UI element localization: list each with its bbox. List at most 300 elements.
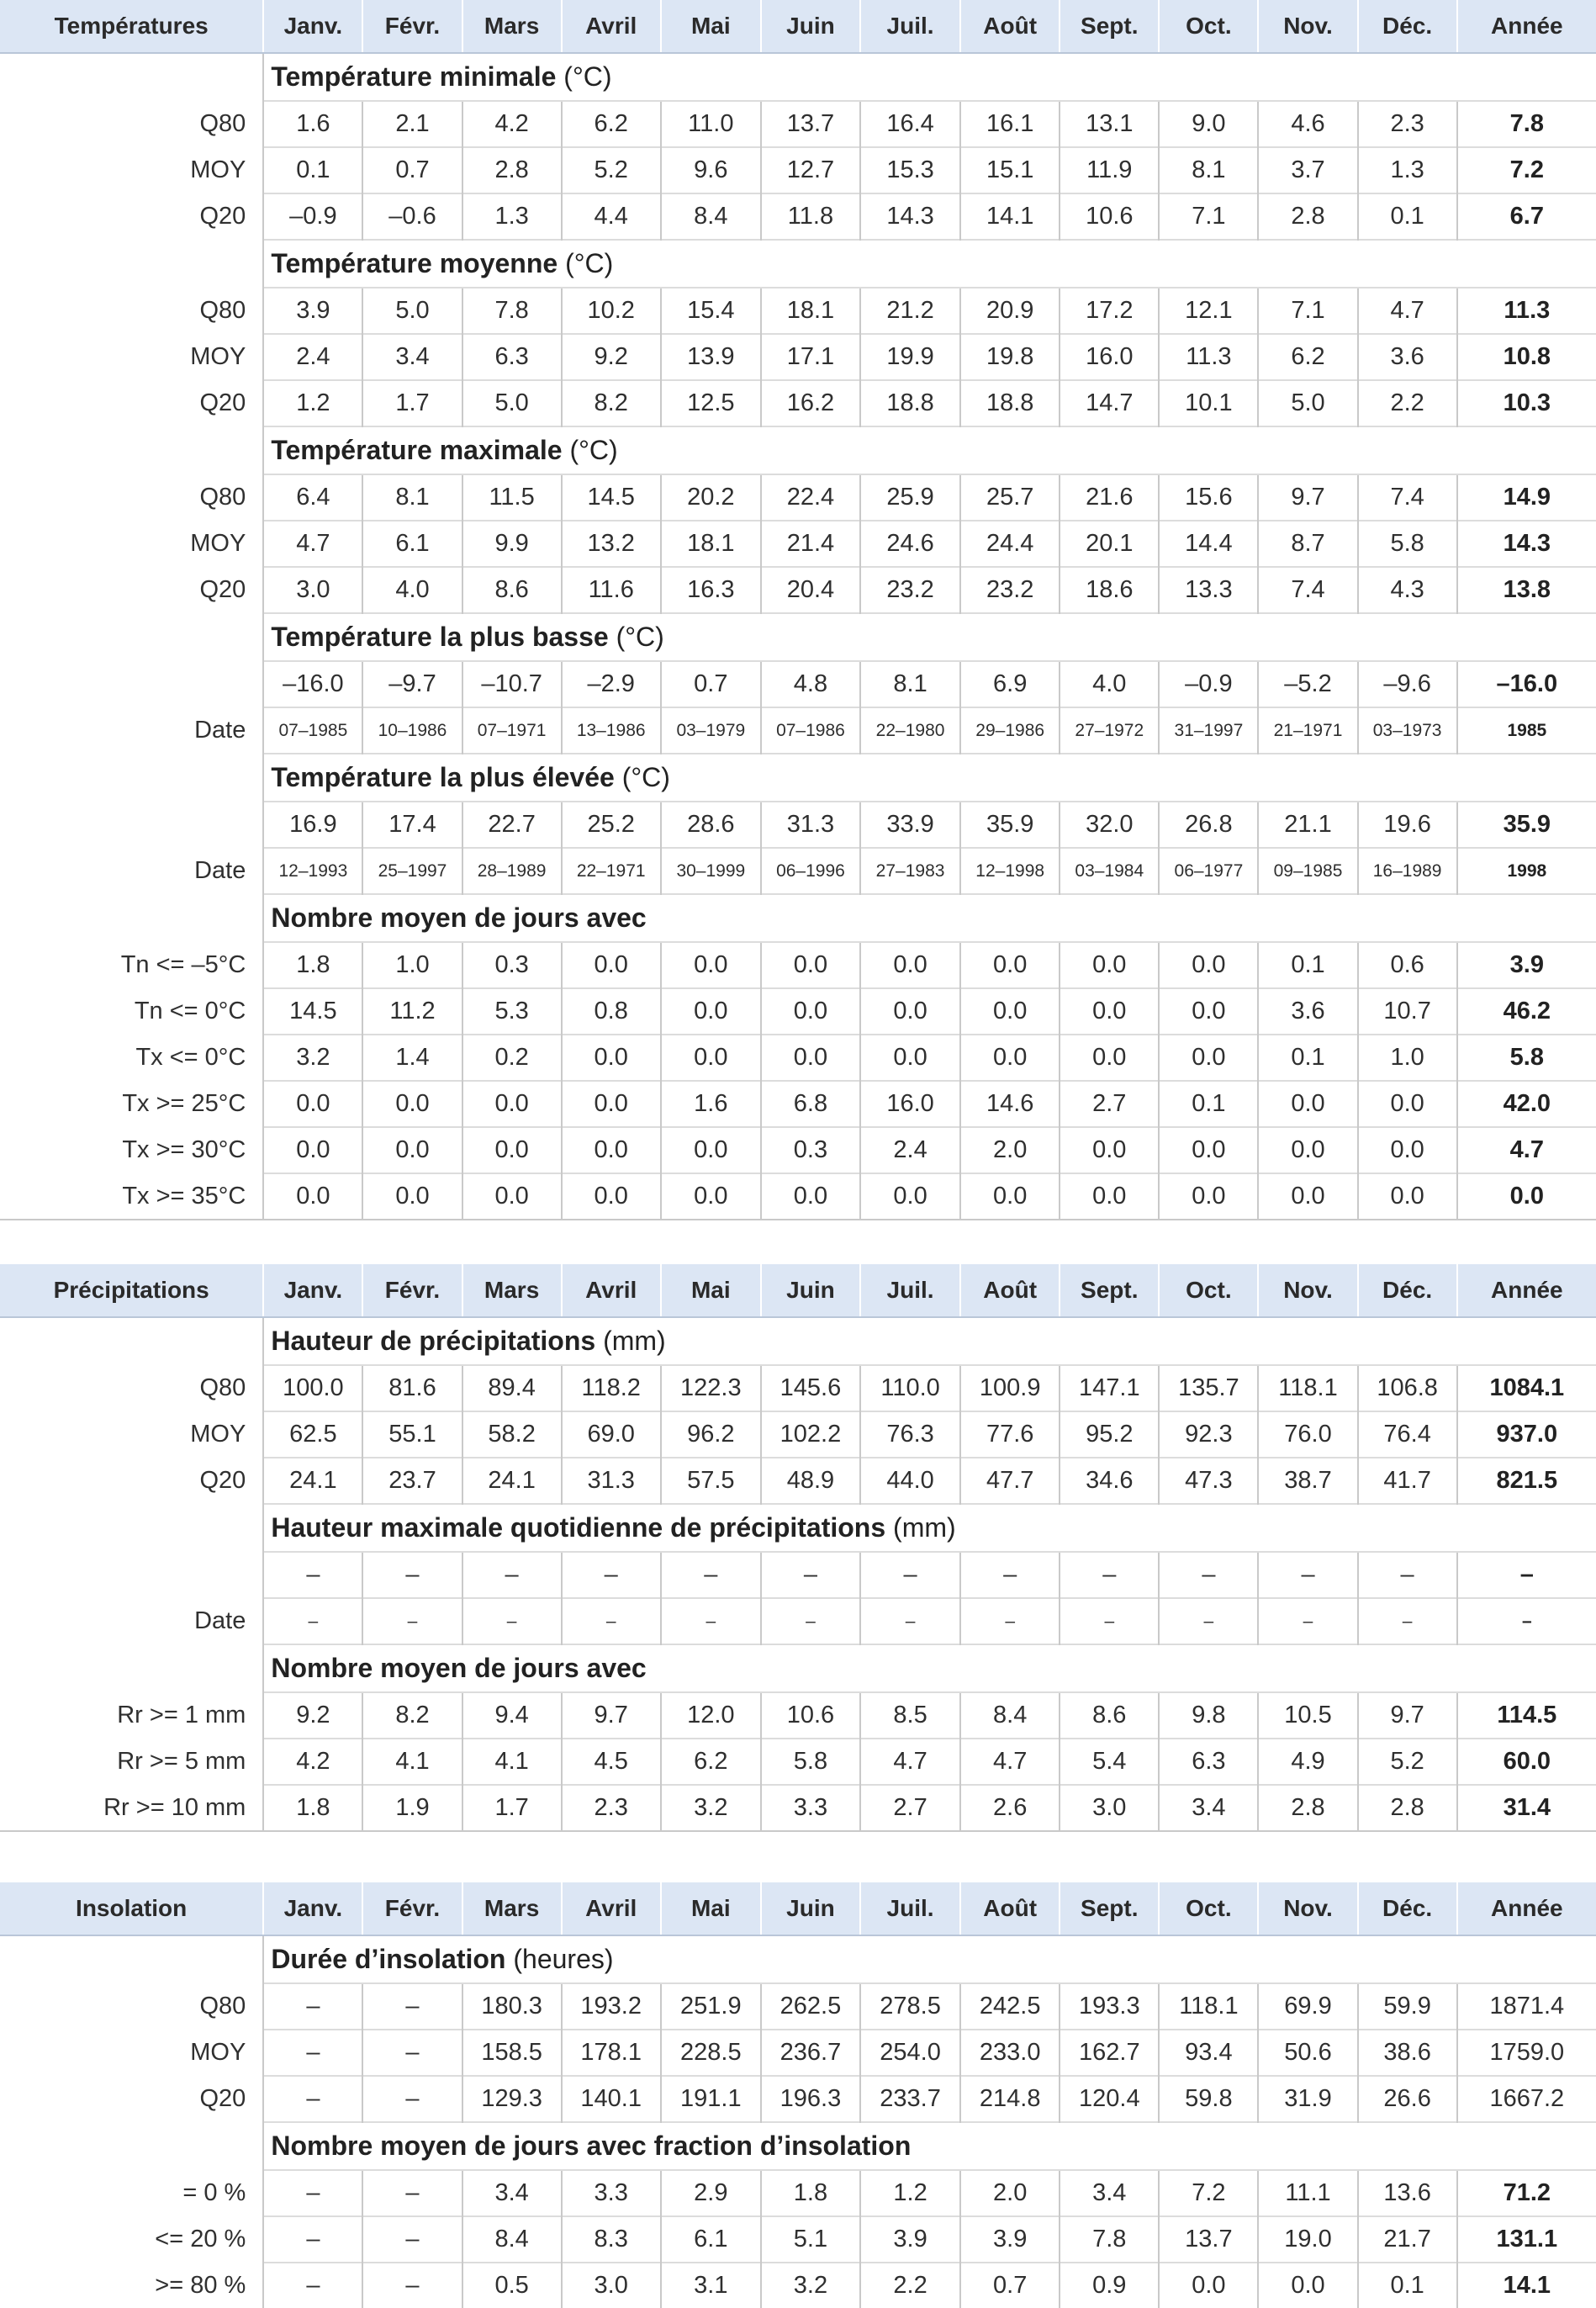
section-row — [0, 2122, 1596, 2170]
row-label: Q20 — [199, 1467, 246, 1494]
value-cell: 5.0 — [362, 288, 462, 334]
value-cell: – — [1060, 1552, 1159, 1598]
value-cell: 196.3 — [761, 2076, 860, 2122]
value-cell: – — [1258, 1552, 1357, 1598]
annual-value-cell: 10.3 — [1457, 380, 1596, 426]
annual-value-cell: 821.5 — [1457, 1458, 1596, 1504]
value-cell: – — [462, 1552, 562, 1598]
value-cell: 191.1 — [661, 2076, 761, 2122]
row-label: MOY — [190, 156, 246, 183]
column-header: Déc. — [1358, 1882, 1457, 1935]
table-bottom-rule — [0, 1830, 1596, 1832]
annual-value-cell: 14.1 — [1457, 2263, 1596, 2308]
value-cell: 6.1 — [362, 521, 462, 567]
annual-value-cell: 42.0 — [1457, 1081, 1596, 1127]
column-header: Févr. — [362, 0, 462, 53]
table-row — [0, 988, 1596, 1035]
row-label: Tx >= 30°C — [122, 1136, 246, 1163]
value-cell: 1.0 — [1358, 1035, 1457, 1081]
value-cell: 228.5 — [661, 2030, 761, 2076]
row-label: MOY — [190, 2039, 246, 2066]
value-cell: 0.1 — [1358, 2263, 1457, 2308]
section-spacer — [0, 754, 263, 802]
value-cell: 0.2 — [462, 1035, 562, 1081]
value-cell: 254.0 — [860, 2030, 960, 2076]
value-cell: 11.3 — [1159, 334, 1258, 380]
value-cell: 0.0 — [860, 1173, 960, 1219]
value-cell: 0.0 — [761, 942, 860, 988]
value-cell: 0.0 — [1159, 988, 1258, 1035]
row-label: Rr >= 1 mm — [117, 1702, 246, 1728]
column-header: Mai — [661, 1264, 761, 1317]
value-cell: 25.9 — [860, 474, 960, 521]
value-cell: 4.7 — [1358, 288, 1457, 334]
value-cell: 5.8 — [1358, 521, 1457, 567]
value-cell: 13.7 — [761, 101, 860, 147]
value-cell: 0.0 — [1159, 942, 1258, 988]
table-title: Insolation — [0, 1882, 263, 1935]
annual-value-cell: – — [1457, 1552, 1596, 1598]
section-title — [263, 754, 1596, 802]
row-label: Tx <= 0°C — [135, 1044, 246, 1071]
table-row — [0, 1739, 1596, 1785]
value-cell: 3.0 — [562, 2263, 661, 2308]
value-cell: 35.9 — [960, 802, 1060, 848]
value-cell: 0.1 — [263, 147, 362, 193]
value-cell: 242.5 — [960, 1983, 1060, 2030]
value-cell: 11.1 — [1258, 2170, 1357, 2216]
value-cell: 14.6 — [960, 1081, 1060, 1127]
value-cell: 2.4 — [263, 334, 362, 380]
table-title: Températures — [0, 0, 263, 53]
column-header: Oct. — [1159, 0, 1258, 53]
section-title — [263, 426, 1596, 474]
value-cell: 6.8 — [761, 1081, 860, 1127]
value-cell: 0.0 — [761, 988, 860, 1035]
value-cell: 13.9 — [661, 334, 761, 380]
annual-value-cell: – — [1457, 1598, 1596, 1644]
value-cell: 69.0 — [562, 1411, 661, 1458]
value-cell: 13.6 — [1358, 2170, 1457, 2216]
value-cell: 100.9 — [960, 1365, 1060, 1411]
value-cell: 0.1 — [1258, 1035, 1357, 1081]
annual-value-cell: 14.9 — [1457, 474, 1596, 521]
value-cell: 0.0 — [1159, 1035, 1258, 1081]
table-header-row — [0, 0, 1596, 53]
value-cell: 14.4 — [1159, 521, 1258, 567]
value-cell: 12.0 — [661, 1692, 761, 1739]
value-cell: 26.6 — [1358, 2076, 1457, 2122]
value-cell: 5.0 — [1258, 380, 1357, 426]
annual-value-cell: 46.2 — [1457, 988, 1596, 1035]
value-cell: 1.3 — [1358, 147, 1457, 193]
value-cell: 28.6 — [661, 802, 761, 848]
section-title-text: Température la plus élevée — [271, 762, 615, 792]
value-cell: – — [362, 1552, 462, 1598]
table-row — [0, 288, 1596, 334]
value-cell: 7.1 — [1258, 288, 1357, 334]
column-header: Juil. — [860, 1882, 960, 1935]
column-header: Sept. — [1060, 1264, 1159, 1317]
column-header: Janv. — [263, 0, 362, 53]
table-row — [0, 2170, 1596, 2216]
value-cell: 7.4 — [1358, 474, 1457, 521]
value-cell: 14.5 — [263, 988, 362, 1035]
value-cell: 8.1 — [1159, 147, 1258, 193]
section-row — [0, 1935, 1596, 1983]
value-cell: 18.8 — [960, 380, 1060, 426]
value-cell: 0.0 — [462, 1173, 562, 1219]
table-row — [0, 147, 1596, 193]
value-cell: 21.4 — [761, 521, 860, 567]
section-title — [263, 1935, 1596, 1983]
value-cell: 0.0 — [1258, 1173, 1357, 1219]
section-unit: (heures) — [513, 1944, 614, 1974]
value-cell: 20.2 — [661, 474, 761, 521]
value-cell: 6.9 — [960, 661, 1060, 707]
annual-value-cell: 71.2 — [1457, 2170, 1596, 2216]
row-label: Q80 — [199, 110, 246, 137]
section-spacer — [0, 613, 263, 661]
section-spacer — [0, 2122, 263, 2170]
value-cell: 06–1977 — [1159, 848, 1258, 894]
value-cell: 2.0 — [960, 1127, 1060, 1173]
value-cell: –9.7 — [362, 661, 462, 707]
value-cell: 0.0 — [860, 1035, 960, 1081]
value-cell: 92.3 — [1159, 1411, 1258, 1458]
value-cell: 19.0 — [1258, 2216, 1357, 2263]
section-row — [0, 1317, 1596, 1365]
value-cell: 2.2 — [860, 2263, 960, 2308]
value-cell: 59.9 — [1358, 1983, 1457, 2030]
value-cell: 0.9 — [1060, 2263, 1159, 2308]
value-cell: 32.0 — [1060, 802, 1159, 848]
value-cell: 9.7 — [1258, 474, 1357, 521]
section-title — [263, 1644, 1596, 1692]
value-cell: 0.0 — [661, 1035, 761, 1081]
table-row — [0, 101, 1596, 147]
table-row — [0, 2216, 1596, 2263]
value-cell: 11.8 — [761, 193, 860, 240]
value-cell: 31.3 — [562, 1458, 661, 1504]
value-cell: 16.3 — [661, 567, 761, 613]
value-cell: 18.1 — [761, 288, 860, 334]
value-cell: 62.5 — [263, 1411, 362, 1458]
value-cell: 2.8 — [462, 147, 562, 193]
table-row — [0, 707, 1596, 754]
value-cell: 0.0 — [1060, 1173, 1159, 1219]
row-label: Rr >= 5 mm — [117, 1748, 246, 1775]
section-unit: (°C) — [569, 435, 618, 465]
column-header: Août — [960, 1264, 1060, 1317]
row-label: Date — [194, 717, 246, 744]
table-row — [0, 474, 1596, 521]
section-spacer — [0, 894, 263, 942]
value-cell: 6.2 — [1258, 334, 1357, 380]
section-unit: (°C) — [621, 762, 670, 792]
section-row — [0, 1644, 1596, 1692]
section-title — [263, 1504, 1596, 1552]
value-cell: 2.6 — [960, 1785, 1060, 1830]
annual-value-cell: 14.3 — [1457, 521, 1596, 567]
table-row — [0, 1365, 1596, 1411]
row-label: Q20 — [199, 2085, 246, 2112]
table-header-row — [0, 1882, 1596, 1935]
value-cell: 5.2 — [562, 147, 661, 193]
column-header: Mars — [462, 0, 562, 53]
annual-value-cell: 60.0 — [1457, 1739, 1596, 1785]
value-cell: 26.8 — [1159, 802, 1258, 848]
value-cell: – — [263, 1983, 362, 2030]
column-header: Mars — [462, 1264, 562, 1317]
section-unit: (°C) — [563, 61, 612, 92]
section-spacer — [0, 426, 263, 474]
value-cell: 06–1996 — [761, 848, 860, 894]
value-cell: 47.3 — [1159, 1458, 1258, 1504]
value-cell: 15.1 — [960, 147, 1060, 193]
value-cell: 278.5 — [860, 1983, 960, 2030]
value-cell: 2.2 — [1358, 380, 1457, 426]
value-cell: 11.9 — [1060, 147, 1159, 193]
value-cell: 0.0 — [960, 1173, 1060, 1219]
value-cell: 03–1973 — [1358, 707, 1457, 754]
value-cell: 6.1 — [661, 2216, 761, 2263]
value-cell: 10–1986 — [362, 707, 462, 754]
value-cell: 33.9 — [860, 802, 960, 848]
annual-value-cell: 10.8 — [1457, 334, 1596, 380]
section-title-text: Hauteur de précipitations — [271, 1326, 596, 1356]
value-cell: 193.2 — [562, 1983, 661, 2030]
value-cell: 77.6 — [960, 1411, 1060, 1458]
value-cell: 25.7 — [960, 474, 1060, 521]
value-cell: 9.9 — [462, 521, 562, 567]
value-cell: 0.5 — [462, 2263, 562, 2308]
annual-value-cell: 937.0 — [1457, 1411, 1596, 1458]
value-cell: 21.2 — [860, 288, 960, 334]
annual-value-cell: 1759.0 — [1457, 2030, 1596, 2076]
section-spacer — [0, 1644, 263, 1692]
value-cell: 13.3 — [1159, 567, 1258, 613]
row-label: Q20 — [199, 203, 246, 230]
row-label: MOY — [190, 1421, 246, 1448]
value-cell: 0.0 — [1060, 988, 1159, 1035]
column-header: Oct. — [1159, 1882, 1258, 1935]
section-row — [0, 53, 1596, 101]
annual-value-cell: 7.2 — [1457, 147, 1596, 193]
value-cell: 27–1983 — [860, 848, 960, 894]
table-row — [0, 2263, 1596, 2308]
table-row — [0, 661, 1596, 707]
column-header: Année — [1457, 0, 1596, 53]
section-title-text: Température maximale — [271, 435, 563, 465]
value-cell: 8.4 — [462, 2216, 562, 2263]
annual-value-cell: 0.0 — [1457, 1173, 1596, 1219]
value-cell: 07–1985 — [263, 707, 362, 754]
value-cell: 1.8 — [761, 2170, 860, 2216]
value-cell: 4.7 — [263, 521, 362, 567]
section-row — [0, 613, 1596, 661]
section-unit: (mm) — [893, 1512, 956, 1543]
annual-value-cell: 4.7 — [1457, 1127, 1596, 1173]
value-cell: 110.0 — [860, 1365, 960, 1411]
value-cell: 2.0 — [960, 2170, 1060, 2216]
value-cell: 251.9 — [661, 1983, 761, 2030]
value-cell: 9.8 — [1159, 1692, 1258, 1739]
column-header: Sept. — [1060, 0, 1159, 53]
column-header: Juil. — [860, 0, 960, 53]
value-cell: 24.1 — [462, 1458, 562, 1504]
section-row — [0, 426, 1596, 474]
value-cell: 14.3 — [860, 193, 960, 240]
column-header: Août — [960, 1882, 1060, 1935]
value-cell: – — [263, 2030, 362, 2076]
value-cell: 23.7 — [362, 1458, 462, 1504]
value-cell: 0.0 — [1159, 2263, 1258, 2308]
annual-value-cell: 5.8 — [1457, 1035, 1596, 1081]
column-header: Juin — [761, 1264, 860, 1317]
value-cell: 16.0 — [1060, 334, 1159, 380]
section-title-text: Hauteur maximale quotidienne de précipitations — [271, 1512, 886, 1543]
value-cell: 41.7 — [1358, 1458, 1457, 1504]
value-cell: 0.0 — [960, 942, 1060, 988]
row-label: Q80 — [199, 1993, 246, 2020]
value-cell: 25–1997 — [362, 848, 462, 894]
value-cell: 4.7 — [860, 1739, 960, 1785]
row-label: = 0 % — [182, 2179, 246, 2206]
table-row — [0, 1598, 1596, 1644]
value-cell: 0.0 — [562, 1035, 661, 1081]
value-cell: 0.8 — [562, 988, 661, 1035]
value-cell: 27–1972 — [1060, 707, 1159, 754]
annual-value-cell: 1985 — [1457, 707, 1596, 754]
table-row — [0, 848, 1596, 894]
value-cell: 57.5 — [661, 1458, 761, 1504]
value-cell: 55.1 — [362, 1411, 462, 1458]
value-cell: 0.0 — [362, 1173, 462, 1219]
value-cell: 8.2 — [562, 380, 661, 426]
value-cell: 13.2 — [562, 521, 661, 567]
row-label: Rr >= 10 mm — [103, 1793, 246, 1821]
value-cell: 9.0 — [1159, 101, 1258, 147]
value-cell: 180.3 — [462, 1983, 562, 2030]
value-cell: 19.6 — [1358, 802, 1457, 848]
value-cell: – — [362, 1983, 462, 2030]
value-cell: 18.1 — [661, 521, 761, 567]
value-cell: 129.3 — [462, 2076, 562, 2122]
section-title-text: Température la plus basse — [271, 622, 609, 652]
value-cell: 2.8 — [1358, 1785, 1457, 1830]
row-label — [0, 802, 263, 848]
value-cell: 1.9 — [362, 1785, 462, 1830]
section-title — [263, 894, 1596, 942]
value-cell: 95.2 — [1060, 1411, 1159, 1458]
value-cell: 93.4 — [1159, 2030, 1258, 2076]
value-cell: 1.2 — [263, 380, 362, 426]
value-cell: – — [860, 1598, 960, 1644]
value-cell: 118.1 — [1159, 1983, 1258, 2030]
value-cell: 0.0 — [1060, 1127, 1159, 1173]
value-cell: 25.2 — [562, 802, 661, 848]
value-cell: 162.7 — [1060, 2030, 1159, 2076]
value-cell: – — [362, 2263, 462, 2308]
value-cell: 233.7 — [860, 2076, 960, 2122]
value-cell: 0.0 — [661, 988, 761, 1035]
row-label: Q80 — [199, 297, 246, 324]
value-cell: 0.3 — [462, 942, 562, 988]
value-cell: 14.1 — [960, 193, 1060, 240]
value-cell: –0.9 — [1159, 661, 1258, 707]
value-cell: 8.3 — [562, 2216, 661, 2263]
value-cell: 16.2 — [761, 380, 860, 426]
value-cell: 0.0 — [1358, 1081, 1457, 1127]
table-row — [0, 193, 1596, 240]
value-cell: 5.0 — [462, 380, 562, 426]
value-cell: 4.0 — [1060, 661, 1159, 707]
column-header: Avril — [562, 0, 661, 53]
column-header: Mai — [661, 0, 761, 53]
value-cell: 15.3 — [860, 147, 960, 193]
value-cell: 3.3 — [562, 2170, 661, 2216]
value-cell: – — [1060, 1598, 1159, 1644]
value-cell: 19.9 — [860, 334, 960, 380]
value-cell: 13–1986 — [562, 707, 661, 754]
column-header: Janv. — [263, 1264, 362, 1317]
value-cell: 22.4 — [761, 474, 860, 521]
value-cell: 21.1 — [1258, 802, 1357, 848]
column-header: Année — [1457, 1264, 1596, 1317]
column-header: Avril — [562, 1264, 661, 1317]
value-cell: 0.0 — [562, 1173, 661, 1219]
value-cell: – — [661, 1598, 761, 1644]
value-cell: 4.1 — [462, 1739, 562, 1785]
value-cell: 0.0 — [263, 1127, 362, 1173]
section-title-text: Durée d’insolation — [271, 1944, 506, 1974]
value-cell: 20.1 — [1060, 521, 1159, 567]
row-label: MOY — [190, 530, 246, 557]
value-cell: 9.7 — [1358, 1692, 1457, 1739]
table-row — [0, 1785, 1596, 1830]
value-cell: 7.8 — [462, 288, 562, 334]
annual-value-cell: 13.8 — [1457, 567, 1596, 613]
value-cell: 16.4 — [860, 101, 960, 147]
value-cell: 0.0 — [562, 1127, 661, 1173]
table-row — [0, 1035, 1596, 1081]
row-label: MOY — [190, 343, 246, 370]
table-row — [0, 1692, 1596, 1739]
value-cell: 22–1980 — [860, 707, 960, 754]
value-cell: 76.4 — [1358, 1411, 1457, 1458]
annual-value-cell: 31.4 — [1457, 1785, 1596, 1830]
value-cell: 2.3 — [562, 1785, 661, 1830]
value-cell: 17.2 — [1060, 288, 1159, 334]
table-row — [0, 1127, 1596, 1173]
value-cell: – — [1358, 1552, 1457, 1598]
value-cell: 18.8 — [860, 380, 960, 426]
value-cell: 24.6 — [860, 521, 960, 567]
annual-value-cell: 6.7 — [1457, 193, 1596, 240]
annual-value-cell: 1871.4 — [1457, 1983, 1596, 2030]
value-cell: 15.4 — [661, 288, 761, 334]
value-cell: – — [1159, 1598, 1258, 1644]
value-cell: 8.2 — [362, 1692, 462, 1739]
section-title — [263, 240, 1596, 288]
value-cell: 3.9 — [860, 2216, 960, 2263]
value-cell: 13.7 — [1159, 2216, 1258, 2263]
value-cell: 3.6 — [1358, 334, 1457, 380]
table-bottom-rule — [0, 1219, 1596, 1220]
value-cell: 9.4 — [462, 1692, 562, 1739]
value-cell: 58.2 — [462, 1411, 562, 1458]
